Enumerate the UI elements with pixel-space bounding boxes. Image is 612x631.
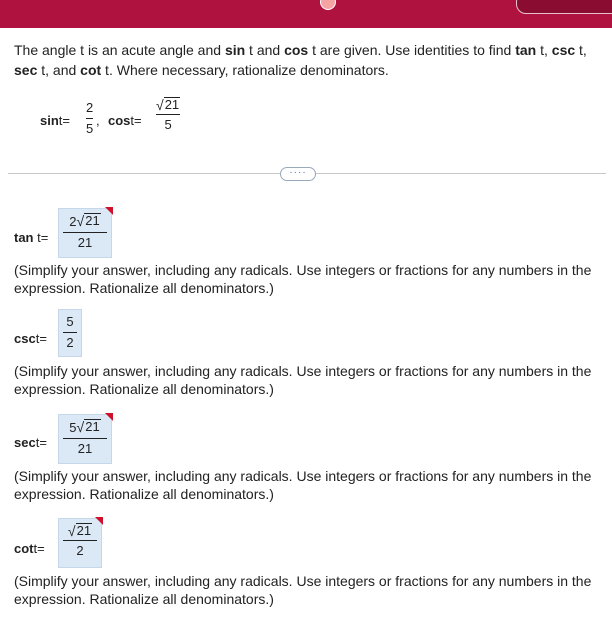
sec-coef: 5 xyxy=(69,420,77,435)
csc-label xyxy=(14,331,47,346)
cot-var: t xyxy=(33,541,38,556)
csc-hint: (Simplify your answer, including any radicals. Use integers or fractions for any numbers in the expression. Rationalize all denominators.) xyxy=(14,363,592,397)
prompt-tan: tan xyxy=(515,42,537,58)
cot-numerator: √ 21 xyxy=(67,523,92,539)
cot-answer-box[interactable] xyxy=(58,518,102,568)
cos-var: t xyxy=(130,113,135,128)
cot-radicand: 21 xyxy=(76,523,92,538)
prompt-text: t are given. Use identities to find xyxy=(308,42,516,58)
sec-denominator: 21 xyxy=(77,441,93,456)
cot-label xyxy=(14,541,45,556)
tan-radicand: 21 xyxy=(85,213,100,228)
more-options-button[interactable]: ···· xyxy=(280,167,316,181)
given-comma: , xyxy=(96,113,100,128)
cot-fraction xyxy=(63,523,97,559)
sec-fraction xyxy=(63,419,107,457)
csc-denominator: 2 xyxy=(66,335,74,350)
given-cos-label xyxy=(108,113,142,128)
cos-radicand: 21 xyxy=(164,97,180,112)
header-action-button[interactable] xyxy=(516,0,612,14)
given-sin-label xyxy=(40,113,70,128)
equals-sign: = xyxy=(37,541,45,556)
sec-hint: (Simplify your answer, including any radicals. Use integers or fractions for any numbers in the expression. Rationalize all denominators.) xyxy=(14,468,592,502)
prompt-text: t, and xyxy=(37,62,81,78)
header-bar xyxy=(0,0,612,28)
prompt-cos: cos xyxy=(284,42,309,58)
equals-sign: = xyxy=(39,331,47,346)
tan-numerator: 2 √ 21 xyxy=(69,213,100,229)
given-cos-fraction xyxy=(156,97,180,133)
equals-sign: = xyxy=(62,113,71,128)
cos-denominator: 5 xyxy=(164,117,172,132)
csc-numerator: 5 xyxy=(66,314,74,329)
cot-denominator: 2 xyxy=(76,543,84,558)
equals-sign: = xyxy=(39,435,47,450)
equals-sign: = xyxy=(40,230,49,245)
cot-hint: (Simplify your answer, including any radicals. Use integers or fractions for any numbers in the expression. Rationalize all denominators.) xyxy=(14,573,592,607)
progress-dot-icon xyxy=(320,0,336,10)
tan-hint: (Simplify your answer, including any radicals. Use integers or fractions for any numbers in the expression. Rationalize all denominators.) xyxy=(14,262,592,296)
sec-answer-box[interactable] xyxy=(58,414,112,464)
question-prompt xyxy=(14,40,606,80)
prompt-sec: sec xyxy=(14,62,38,78)
tan-coef: 2 xyxy=(69,214,77,229)
sec-label xyxy=(14,435,47,450)
equals-sign: = xyxy=(134,113,142,128)
prompt-text: t. Where necessary, rationalize denominators. xyxy=(101,62,389,78)
tan-denominator: 21 xyxy=(77,235,93,250)
sec-var: t xyxy=(35,435,40,450)
csc-answer-box[interactable] xyxy=(58,309,82,357)
csc-var: t xyxy=(35,331,40,346)
prompt-text: The angle t is an acute angle and xyxy=(14,42,225,58)
prompt-cot: cot xyxy=(80,62,102,78)
tan-fraction xyxy=(63,213,107,251)
cot-fn: cot xyxy=(14,541,34,556)
given-sin-fraction xyxy=(86,100,93,137)
sec-fn: sec xyxy=(14,435,36,450)
sin-numerator: 2 xyxy=(86,100,94,115)
cos-fn: cos xyxy=(108,113,131,128)
sec-numerator: 5 √ 21 xyxy=(69,419,100,435)
csc-fn: csc xyxy=(14,331,36,346)
sin-var: t xyxy=(58,113,63,128)
sin-fn: sin xyxy=(40,113,59,128)
tan-fn: tan xyxy=(14,230,34,245)
prompt-text: t, xyxy=(575,42,587,58)
tan-answer-box[interactable] xyxy=(58,208,112,258)
prompt-csc: csc xyxy=(551,42,576,58)
sec-radicand: 21 xyxy=(85,419,100,434)
prompt-text: t, xyxy=(536,42,552,58)
prompt-sin: sin xyxy=(224,42,246,58)
cos-numerator: √ 21 xyxy=(156,97,180,113)
prompt-text: t and xyxy=(245,42,285,58)
sin-denominator: 5 xyxy=(86,121,94,136)
tan-var: t xyxy=(37,230,41,245)
csc-fraction xyxy=(63,314,77,351)
tan-label xyxy=(14,230,48,245)
